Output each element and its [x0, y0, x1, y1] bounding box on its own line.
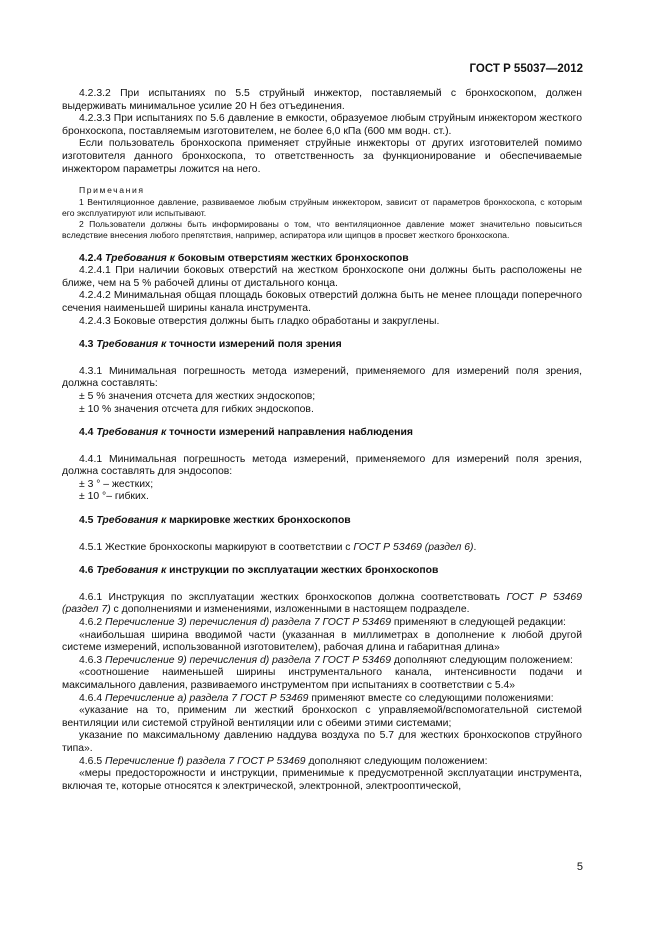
list-item-rigid-angle: ± 3 ° – жестких;	[79, 478, 154, 490]
paragraph-4-2-3-3: 4.2.3.3 При испытаниях по 5.6 давление в емкости, образуемое любым струйным инжектором жесткого бронхоскопа, поставляемым изготовителем, не более 6,0 кПа (600 мм водн. ст.).	[62, 113, 582, 137]
paragraph-4-4-1: 4.4.1 Минимальная погрешность метода измерений, применяемого для измерений поля зрения, должна составлять для эндосопов:	[62, 453, 582, 478]
quote-4-6-2: «наибольшая ширина вводимой части (указанная в миллиметрах в дополнение к любой другой системе измерений, использованной изготовителем), рабочая длина и габаритная длина»	[62, 629, 582, 654]
paragraph-4-6-3: 4.6.3 Перечисление 9) перечисления d) раздела 7 ГОСТ Р 53469 дополняют следующим положением:	[79, 654, 573, 666]
paragraph-4-6-1: 4.6.1 Инструкция по эксплуатации жестких бронхоскопов должна соответствовать ГОСТ Р 53469 (раздел 7) с дополнениями и изменениями, изложенными в настоящем подразделе.	[62, 591, 582, 616]
paragraph-4-6-4: 4.6.4 Перечисление а) раздела 7 ГОСТ Р 53469 применяют вместе со следующими положениями:	[79, 692, 554, 704]
list-item-rigid-tolerance: ± 5 % значения отсчета для жестких эндоскопов;	[79, 390, 316, 402]
heading-4-5: 4.5 Требования к маркировке жестких бронхоскопов	[79, 515, 351, 527]
paragraph-4-2-3-2: 4.2.3.2 При испытаниях по 5.5 струйный инжектор, поставляемый с бронхоскопом, должен выдерживать минимальное усилие 20 Н без отъединения.	[62, 88, 582, 112]
heading-4-6: 4.6 Требования к инструкции по эксплуатации жестких бронхоскопов	[79, 565, 439, 577]
list-item-flexible-tolerance: ± 10 % значения отсчета для гибких эндоскопов.	[79, 403, 314, 415]
document-code-header: ГОСТ Р 55037—2012	[469, 63, 583, 75]
document-body	[62, 88, 582, 793]
paragraph-4-3-1: 4.3.1 Минимальная погрешность метода измерений, применяемого для измерений поля зрения, должна составлять:	[62, 365, 582, 390]
list-item-flexible-angle: ± 10 °– гибких.	[79, 491, 149, 503]
heading-4-3: 4.3 Требования к точности измерений поля зрения	[79, 339, 342, 351]
notes-title: Примечания	[79, 185, 145, 196]
quote-4-6-3: «соотношение наименьшей ширины инструментального канала, интенсивности подачи и максимального давления, развиваемого инструментом при испытаниях в соответствии с 5.4»	[62, 667, 582, 691]
paragraph-4-2-4-2: 4.2.4.2 Минимальная общая площадь боковых отверстий должна быть не менее площади поперечного сечения наименьшей ширины канала инструмента.	[62, 290, 582, 314]
paragraph-4-6-5: 4.6.5 Перечисление f) раздела 7 ГОСТ Р 53469 дополняют следующим положением:	[79, 755, 488, 767]
heading-4-4: 4.4 Требования к точности измерений направления наблюдения	[79, 427, 413, 439]
paragraph-4-2-4-1: 4.2.4.1 При наличии боковых отверстий на жестком бронхоскопе они должны быть расположены не ближе, чем на 5 % рабочей длины от дистального конца.	[62, 265, 582, 289]
paragraph-4-2-4-3: 4.2.4.3 Боковые отверстия должны быть гладко обработаны и закруглены.	[79, 315, 440, 327]
quote-4-6-5: «меры предосторожности и инструкции, применимые к предусмотренной эксплуатации инструмента, включая те, которые относятся к электрической, электронной, электрооптической,	[62, 768, 582, 792]
paragraph-4-5-1: 4.5.1 Жесткие бронхоскопы маркируют в соответствии с ГОСТ Р 53469 (раздел 6).	[79, 541, 477, 553]
paragraph-4-6-2: 4.6.2 Перечисление 3) перечисления d) раздела 7 ГОСТ Р 53469 применяют в следующей редакции:	[79, 617, 566, 629]
note-1: 1 Вентиляционное давление, развиваемое любым струйным инжектором, зависит от параметров бронхоскопа, с которым его эксплуатируют или испытывают.	[62, 196, 582, 218]
page-number: 5	[576, 861, 583, 873]
paragraph-injector-responsibility: Если пользователь бронхоскопа применяет струйные инжекторы от других изготовителей помимо изготовителя данного бронхоскопа, то ответственность за функционирование и обеспечиваемые инжектором параметры ложится на него.	[62, 138, 582, 175]
quote-4-6-4-b: указание по максимальному давлению наддува воздуха по 5.7 для жестких бронхоскопов струйного типа».	[62, 730, 582, 754]
heading-4-2-4: 4.2.4 Требования к боковым отверстиям жестких бронхоскопов	[79, 252, 409, 264]
note-2: 2 Пользователи должны быть информированы о том, что вентиляционное давление может значительно повыситься вследствие внесения любого препятствия, например, аспиратора или щипцов в просвет жесткого бронхоскопа.	[62, 219, 582, 241]
quote-4-6-4-a: «указание на то, применим ли жесткий бронхоскоп с управляемой/вспомогательной системой вентиляции или системой струйной вентиляции или с обеими этими системами;	[62, 705, 582, 729]
